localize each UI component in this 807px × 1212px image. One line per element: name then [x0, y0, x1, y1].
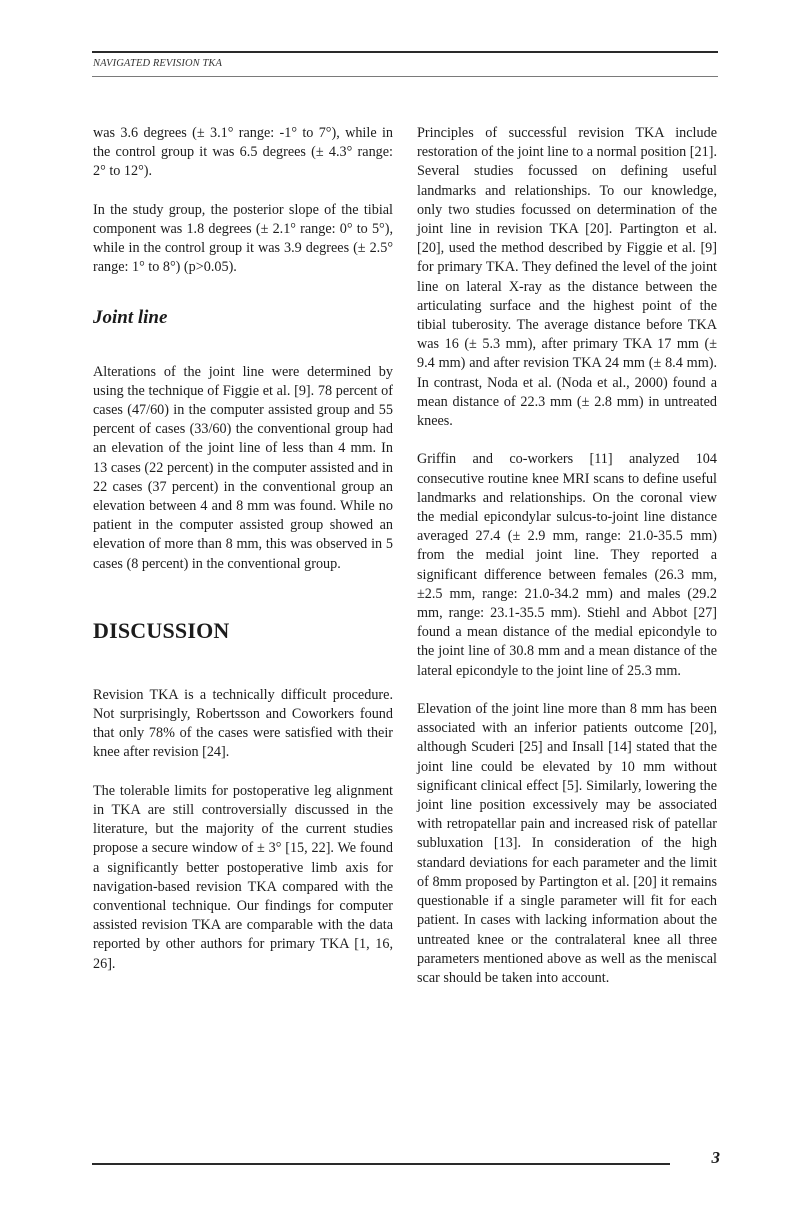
footer-rule [92, 1163, 670, 1165]
paragraph-tolerable-limits: The tolerable limits for postoperative leg alignment in TKA are still controversially discussed in the literature, but the majority of the current studies propose a secure window of ± 3° [15, 22]. We found a significantly better postoperative limb axis for navigation-based revision TKA compared with the conventional technique. Our findings for computer assisted revision TKA are comparable with the data reported by other authors for primary TKA [1, 16, 26]. [93, 782, 393, 972]
paragraph-joint-line-results: Alterations of the joint line were determined by using the technique of Figgie et al. [9]. 78 percent of cases (47/60) in the computer assisted group and 55 percent of cases (33/60) the conventional group had an elevation of the joint line of less than 4 mm. In 13 cases (22 percent) in the computer assisted and in 22 cases (37 percent) in the conventional group an elevation between 4 and 8 mm was found. While no patient in the computer assisted group showed an elevation of more than 8 mm, this was observed in 5 cases (8 percent) in the conventional group. [93, 363, 393, 572]
paragraph-elevation: Elevation of the joint line more than 8 mm has been associated with an inferior patients outcome [20], although Scuderi [25] and Insall [14] stated that the joint line could be elevated by 10 mm without significant clinical effect [5]. Similarly, lowering the joint line position excessively may be associated with retropatellar pain and increased risk of patellar subluxation [13]. In consideration of the high standard deviations for each parameter and the limit of 8mm proposed by Partington et al. [20] it remains questionable if a single parameter will fit for each patient. In cases with lacking information about the untreated knee or the contralateral knee all three parameters mentioned above as well as the meniscal scar should be taken into account. [417, 701, 717, 986]
paragraph-principles: Principles of successful revision TKA include restoration of the joint line to a normal position [21]. Several studies focussed on defining useful landmarks and relationships. To our knowledge, only two studies focussed on determination of the joint line in revision TKA [20]. Partington et al. [20], used the method described by Figgie et al. [9] for primary TKA. They defined the level of the joint line on lateral X-ray as the distance between the articulating surface and the highest point of the tibial tuberosity. The average distance before TKA was 16 (± 5.3 mm), after primary TKA 17 mm (± 9.4 mm) and after revision TKA 24 mm (± 8.4 mm). In contrast, Noda et al. (Noda et al., 2000) found a mean distance of 22.3 mm (± 2.8 mm) in untreated knees. [417, 125, 717, 430]
subheading-joint-line: Joint line [93, 306, 168, 328]
header-rule-top [92, 51, 718, 53]
left-column [93, 124, 393, 993]
paragraph-posterior-slope: In the study group, the posterior slope of the tibial component was 1.8 degrees (± 2.1° range: 0° to 5°), while in the control group it was 3.9 degrees (± 2.5° range: 1° to 8°) (p>0.05). [93, 201, 393, 276]
running-head: NAVIGATED REVISION TKA [93, 58, 223, 69]
right-column [417, 124, 717, 1007]
paragraph-griffin: Griffin and co-workers [11] analyzed 104 consecutive routine knee MRI scans to define useful landmarks and relationships. On the coronal view the medial epicondylar sulcus-to-joint line distance averaged 27.4 (± 2.9 mm, range: 21.0-35.5 mm) from the medial joint line. They reported a significant difference between females (26.3 mm, ±2.5 mm, range: 21.0-34.2 mm) and males (29.2 mm, range: 23.1-35.5 mm). Stiehl and Abbot [27] found a mean distance of the medial epicondyle to the joint line of 30.8 mm and a mean distance of the lateral epicondyle to the joint line of 25.3 mm. [417, 451, 717, 679]
page-number: 3 [711, 1148, 720, 1167]
paragraph-alignment-results: was 3.6 degrees (± 3.1° range: -1° to 7°), while in the control group it was 6.5 degrees (± 4.3° range: 2° to 12°). [93, 125, 393, 180]
section-heading-discussion: DISCUSSION [93, 617, 230, 643]
header-rule-bottom [92, 76, 718, 77]
paragraph-discussion-intro: Revision TKA is a technically difficult procedure. Not surprisingly, Robertsson and Coworkers found that only 78% of the cases were satisfied with their knee after revision [24]. [93, 686, 393, 761]
